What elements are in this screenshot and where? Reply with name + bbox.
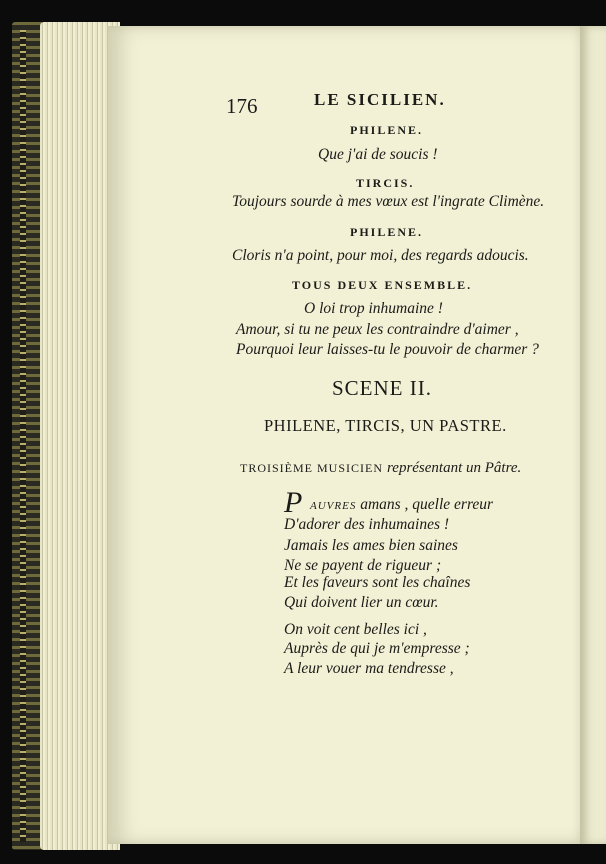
verse-line: Auprès de qui je m'empresse ; [284,640,470,657]
verse-line: Amour, si tu ne peux les contraindre d'aimer , [236,321,519,338]
verse-line: Jamais les ames bien saines [284,537,458,554]
scene-characters: PHILENE, TIRCIS, UN PASTRE. [264,416,507,435]
speaker-tircis: TIRCIS. [356,176,415,190]
page-number: 176 [226,94,258,118]
running-title: LE SICILIEN. [314,90,446,109]
musician-role: représentant un Pâtre. [387,460,522,476]
first-word-caps: AUVRES [310,500,357,512]
drop-cap: P [284,486,303,519]
musician-line [240,459,521,477]
first-line-rest: amans , quelle erreur [356,496,494,513]
speaker-both: TOUS DEUX ENSEMBLE. [292,278,473,292]
verse-line: Toujours sourde à mes vœux est l'ingrate Climène. [232,193,545,210]
verse-line: On voit cent belles ici , [284,621,427,638]
verse-line: Que j'ai de soucis ! [318,146,438,163]
scene-title: SCENE II. [332,376,432,400]
verse-line: Pourquoi leur laisses-tu le pouvoir de charmer ? [236,341,539,358]
binding-stitching [20,30,26,842]
facing-page-edge [580,26,606,844]
speaker-philene: PHILENE. [350,123,424,137]
verse-line: Qui doivent lier un cœur. [284,594,439,611]
verse-line: Ne se payent de rigueur ; [284,557,442,574]
verse-line: O loi trop inhumaine ! [304,300,443,317]
verse-line: Cloris n'a point, pour moi, des regards adoucis. [232,247,529,264]
verse-line [310,496,493,514]
verse-line: D'adorer des inhumaines ! [284,516,450,533]
musician-name: TROISIÈME MUSICIEN [240,461,383,475]
verse-line: A leur vouer ma tendresse , [284,660,454,677]
speaker-philene: PHILENE. [350,225,424,239]
verse-line: Et les faveurs sont les chaînes [284,574,471,591]
